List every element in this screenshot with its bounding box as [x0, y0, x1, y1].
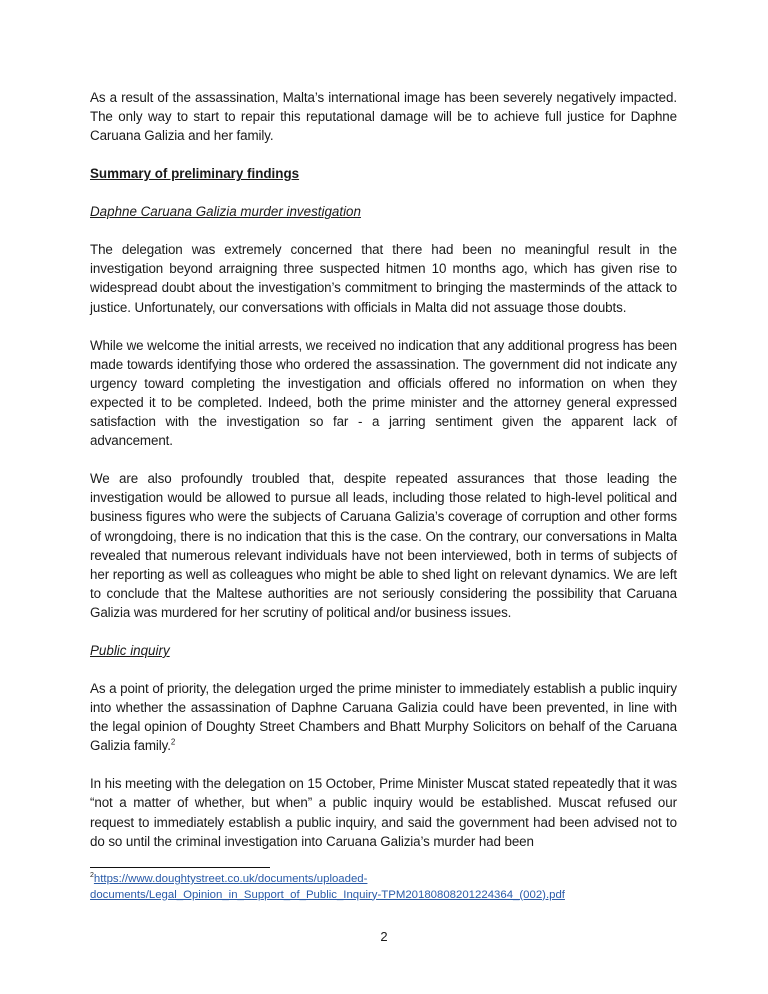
- page-number: 2: [380, 929, 388, 944]
- paragraph-point-of-priority-text: As a point of priority, the delegation urged the prime minister to immediately establish a public inquiry into whether the assassination of Daphne Caruana Galizia could have been prevented, in line with the legal opinion of Doughty Street Chambers and Bhatt Murphy Solicitors on behalf of the Caruana Galizia family.: [90, 680, 677, 754]
- footnote-reference[interactable]: 2: [170, 737, 176, 747]
- footnote-separator: [90, 867, 270, 868]
- footnote-number: 2: [90, 872, 94, 880]
- subheading-public-inquiry: Public inquiry: [90, 642, 170, 658]
- footnote: [90, 872, 650, 903]
- footnote-link[interactable]: [90, 873, 565, 901]
- heading-summary-of-findings: Summary of preliminary findings: [90, 166, 300, 182]
- paragraph-international-image: As a result of the assassination, Malta’s international image has been severely negatively impacted. The only way to start to repair this reputational damage will be to achieve full justice for Daphne Caruana Galizia and her family.: [90, 90, 677, 144]
- footnote-link-line1: https://www.doughtystreet.co.uk/documents/uploaded-: [93, 873, 368, 885]
- paragraph-delegation-concerned: The delegation was extremely concerned that there had been no meaningful result in the investigation beyond arraigning three suspected hitmen 10 months ago, which has given rise to widespread doubt about the investigation’s commitment to bringing the masterminds of the attack to justice. Unfortunately, our conversations with officials in Malta did not assuage those doubts.: [90, 242, 677, 315]
- paragraph-profoundly-troubled: We are also profoundly troubled that, despite repeated assurances that those leading the investigation would be allowed to pursue all leads, including those related to high-level political and business figures who were the subjects of Caruana Galizia’s coverage of corruption and other forms of wrongdoing, there is no indication that this is the case. On the contrary, our conversations in Malta revealed that numerous relevant individuals have not been interviewed, both in terms of subjects of her reporting as well as colleagues who might be able to shed light on relevant dynamics. We are left to conclude that the Maltese authorities are not seriously considering the possibility that Caruana Galizia was murdered for her scrutiny of political and/or business issues.: [90, 471, 677, 620]
- paragraph-point-of-priority: [90, 679, 677, 755]
- footnote-link-line2: documents/Legal_Opinion_in_Support_of_Public_Inquiry-TPM20180808201224364_(002).pdf: [90, 888, 565, 901]
- subheading-murder-investigation: Daphne Caruana Galizia murder investigation: [90, 204, 361, 220]
- paragraph-meeting-muscat: In his meeting with the delegation on 15 October, Prime Minister Muscat stated repeatedly that it was “not a matter of whether, but when” a public inquiry would be established. Muscat refused our request to immediately establish a public inquiry, and said the government had been advised not to do so until the criminal investigation into Caruana Galizia’s murder had been: [90, 776, 677, 849]
- document-page: [90, 88, 677, 851]
- paragraph-initial-arrests: While we welcome the initial arrests, we received no indication that any additional progress has been made towards identifying those who ordered the assassination. The government did not indicate any urgency toward completing the investigation and officials offered no information on when they expected it to be completed. Indeed, both the prime minister and the attorney general expressed satisfaction with the investigation so far - a jarring sentiment given the apparent lack of advancement.: [90, 337, 677, 449]
